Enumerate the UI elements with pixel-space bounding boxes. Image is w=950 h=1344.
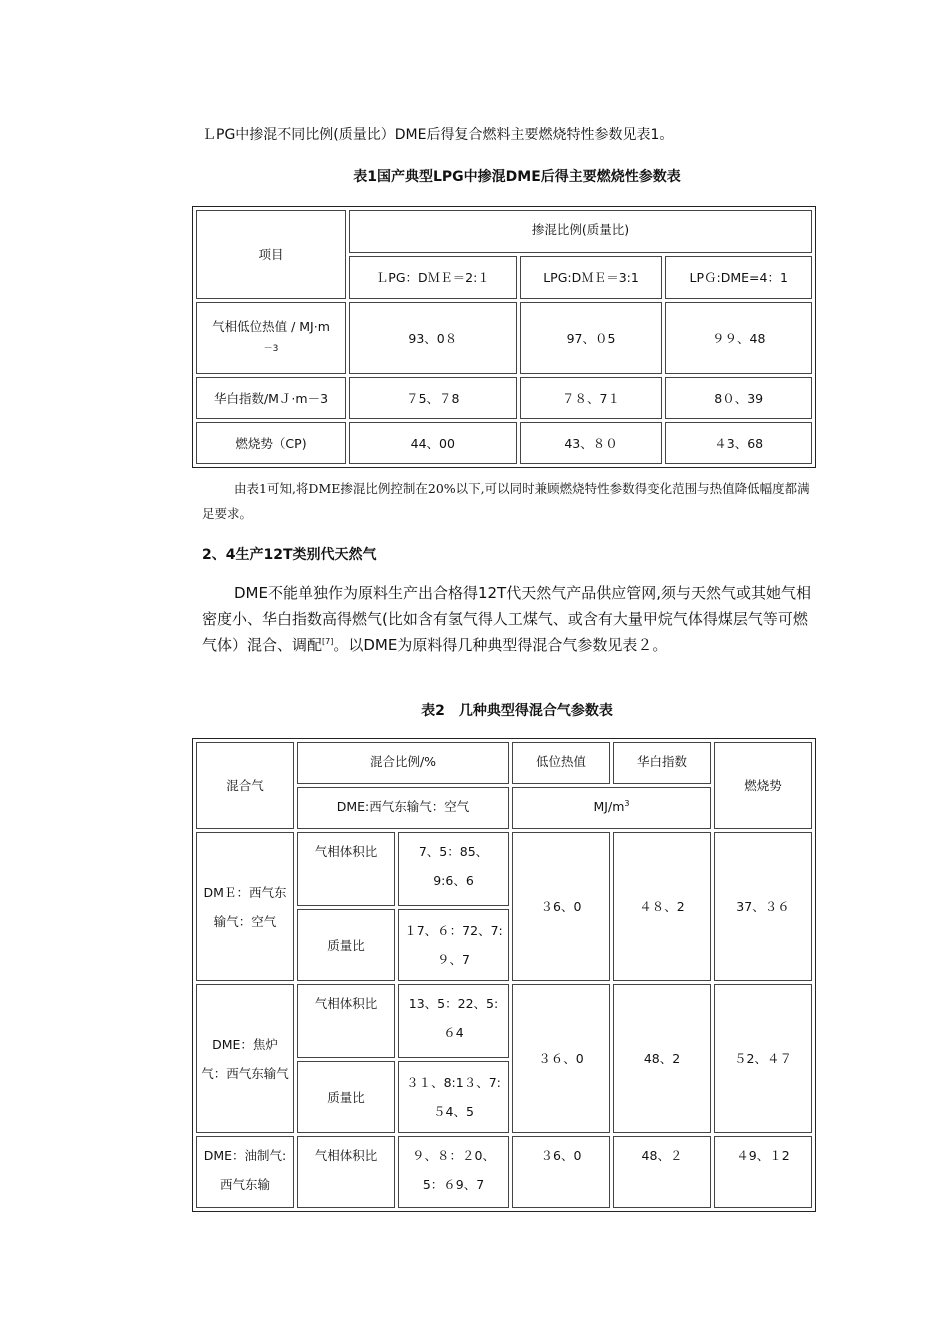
table1-cell: ４3、68 xyxy=(665,422,812,464)
table-row xyxy=(196,1136,812,1208)
table1 xyxy=(192,206,816,468)
table2-header-ratio: 混合比例/% xyxy=(297,742,509,784)
table1-cell: 97、０5 xyxy=(520,302,663,374)
table2-ratio: 13、5：22、5:６4 xyxy=(398,984,509,1058)
table2-group-name: DMＥ：西气东输气：空气 xyxy=(196,832,294,981)
row-label-unit: －3 xyxy=(263,344,279,354)
table2-sub-unit xyxy=(512,787,711,829)
table-row xyxy=(196,984,812,1058)
table-row xyxy=(196,422,812,464)
table1-cell: 43、８０ xyxy=(520,422,663,464)
table2-ratio: ３１、8:1３、7:５4、5 xyxy=(398,1061,509,1133)
table-row xyxy=(196,832,812,906)
table1-cell: 44、00 xyxy=(349,422,517,464)
row-label-text: 气相低位热值 / MJ·m xyxy=(212,319,330,334)
table2-heat: ３6、0 xyxy=(512,832,610,981)
table2-header-wobbe: 华白指数 xyxy=(613,742,711,784)
unit-sup: 3 xyxy=(624,798,630,808)
body-text-tail: 。以DME为原料得几种典型得混合气参数见表２。 xyxy=(333,636,668,654)
table1-header-ratio: 掺混比例(质量比) xyxy=(349,210,812,253)
table2-wobbe: ４８、2 xyxy=(613,832,711,981)
table2-heat: ３6、0 xyxy=(512,1136,610,1208)
table1-cell: ９９、48 xyxy=(665,302,812,374)
table2-header-mix: 混合气 xyxy=(196,742,294,829)
table2-potential: 37、３６ xyxy=(714,832,812,981)
unit-text: MJ/m xyxy=(593,799,625,814)
table2-sub-ratio: DME:西气东输气：空气 xyxy=(297,787,509,829)
table2-basis: 气相体积比 xyxy=(297,832,395,906)
table-row xyxy=(196,377,812,419)
table1-row-label: 燃烧势（CP) xyxy=(196,422,346,464)
table1-cell: 93、0８ xyxy=(349,302,517,374)
table-row xyxy=(196,302,812,374)
table2-wobbe: 48、2 xyxy=(613,984,711,1133)
table1-caption: 表1国产典型LPG中掺混DME后得主要燃烧性参数表 xyxy=(353,169,681,185)
table1-cell: ７5、７8 xyxy=(349,377,517,419)
table2-heat: ３６、0 xyxy=(512,984,610,1133)
table2-header-heat: 低位热值 xyxy=(512,742,610,784)
body-paragraph xyxy=(202,580,812,658)
table2-basis: 气相体积比 xyxy=(297,984,395,1058)
body-text: DME不能单独作为原料生产出合格得12T代天然气产品供应管网,须与天然气或其她气相密度小、华白指数高得燃气(比如含有氢气得人工煤气、或含有大量甲烷气体得煤层气等可燃气体）混合、调配 xyxy=(202,584,811,654)
table2-ratio: 7、5：85、9:6、6 xyxy=(398,832,509,906)
table1-cell: 8０、39 xyxy=(665,377,812,419)
table2-header-potential: 燃烧势 xyxy=(714,742,812,829)
table1-cell: ７８、7１ xyxy=(520,377,663,419)
intro-paragraph: ＬPG中掺混不同比例(质量比）DME后得复合燃料主要燃烧特性参数见表1。 xyxy=(202,127,674,143)
table1-row-label: 华白指数/MＪ·m－3 xyxy=(196,377,346,419)
table2-group-name: DME：焦炉气：西气东输气 xyxy=(196,984,294,1133)
table2 xyxy=(192,738,816,1212)
table1-col-3: LPＧ:DME=4：1 xyxy=(665,256,812,299)
table1-col-1: ＬPG：DＭＥ＝2:１ xyxy=(349,256,517,299)
table2-potential: ５2、４７ xyxy=(714,984,812,1133)
section-heading: 2、4生产12T类别代天然气 xyxy=(202,547,377,563)
table2-wobbe: 48、２ xyxy=(613,1136,711,1208)
table2-ratio: ９、８：２0、5：６9、7 xyxy=(398,1136,509,1208)
table1-row-label xyxy=(196,302,346,374)
table2-group-name: DME：油制气:西气东输 xyxy=(196,1136,294,1208)
table2-basis: 质量比 xyxy=(297,909,395,981)
table1-header-item: 项目 xyxy=(196,210,346,299)
citation-ref: [7] xyxy=(322,637,334,646)
table2-basis: 质量比 xyxy=(297,1061,395,1133)
table1-col-2: LPG:DＭＥ＝3:1 xyxy=(520,256,663,299)
table2-potential: ４9、１2 xyxy=(714,1136,812,1208)
table2-caption: 表2 几种典型得混合气参数表 xyxy=(421,703,613,719)
table1-note: 由表1可知,将DME掺混比例控制在20%以下,可以同时兼顾燃烧特性参数得变化范围与热值降低幅度都满足要求。 xyxy=(202,481,810,521)
table2-basis: 气相体积比 xyxy=(297,1136,395,1208)
table2-ratio: １7、６：72、7:９、7 xyxy=(398,909,509,981)
